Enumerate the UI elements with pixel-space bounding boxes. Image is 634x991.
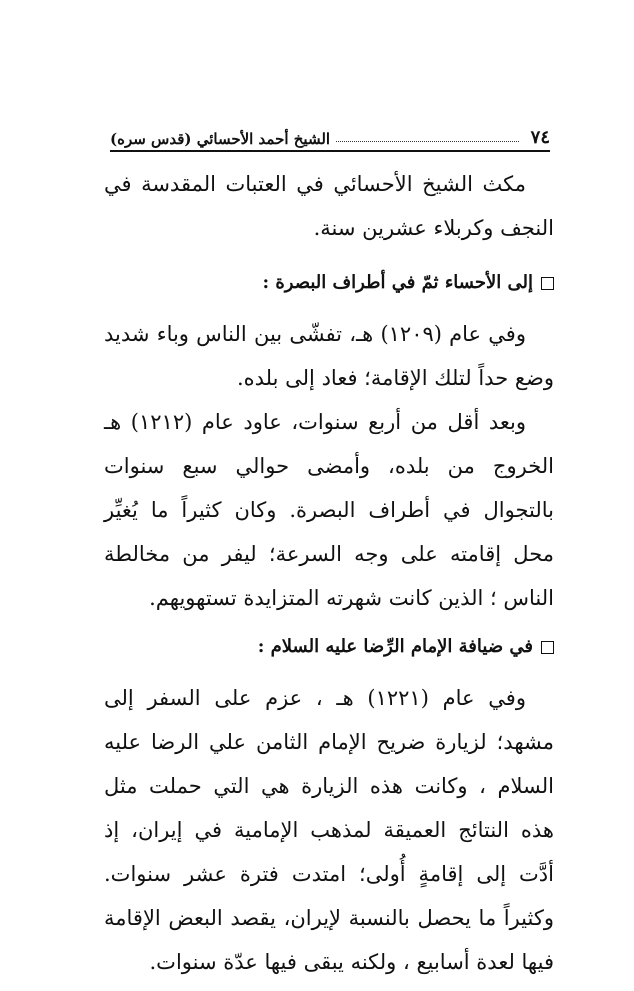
page-number: ٧٤: [530, 127, 550, 148]
section-heading-basra: [104, 268, 554, 298]
section-heading-imam-rida: [104, 632, 554, 662]
square-bullet-icon: [541, 277, 554, 290]
paragraph: وفي عام (١٢٢١) هـ ، عزم على السفر إلى مشهد؛ لزيارة ضريح الإمام الثامن علي الرضا عليه السلام ، وكانت هذه الزيارة هي التي حملت مثل هذه النتائج العميقة لمذهب الإمامية في إيران، إذ أدَّت إلى إقامةٍ أُولى؛ امتدت فترة عشر سنوات. وكثيراً ما يحصل بالنسبة لإيران، يقصد البعض الإقامة فيها لعدة أسابيع ، ولكنه يبقى فيها عدّة سنوات.: [104, 686, 554, 974]
intro-paragraph: مكث الشيخ الأحسائي في العتبات المقدسة في النجف وكربلاء عشرين سنة.: [104, 172, 554, 240]
header-rule: [110, 150, 550, 152]
square-bullet-icon: [541, 641, 554, 654]
header-leader-dots: [336, 141, 519, 142]
header-title: الشيخ أحمد الأحسائي (قدس سره): [110, 130, 331, 148]
paragraph: وبعد أقل من أربع سنوات، عاود عام (١٢١٢) هـ الخروج من بلده، وأمضى حوالي سبع سنوات بالتجوال في أطراف البصرة. وكان كثيراً ما يُغيِّر محل إقامته على وجه السرعة؛ ليفر من مخالطة الناس ؛ الذين كانت شهرته المتزايدة تستهويهم.: [104, 410, 554, 610]
page-body: [104, 162, 554, 984]
running-header: [110, 122, 550, 148]
paragraph: وفي عام (١٢٠٩) هـ، تفشّى بين الناس وباء شديد وضع حداً لتلك الإقامة؛ فعاد إلى بلده.: [104, 322, 554, 390]
section-heading-text: في ضيافة الإمام الرِّضا عليه السلام :: [257, 636, 533, 657]
section-heading-text: إلى الأحساء ثمّ في أطراف البصرة :: [262, 272, 533, 293]
